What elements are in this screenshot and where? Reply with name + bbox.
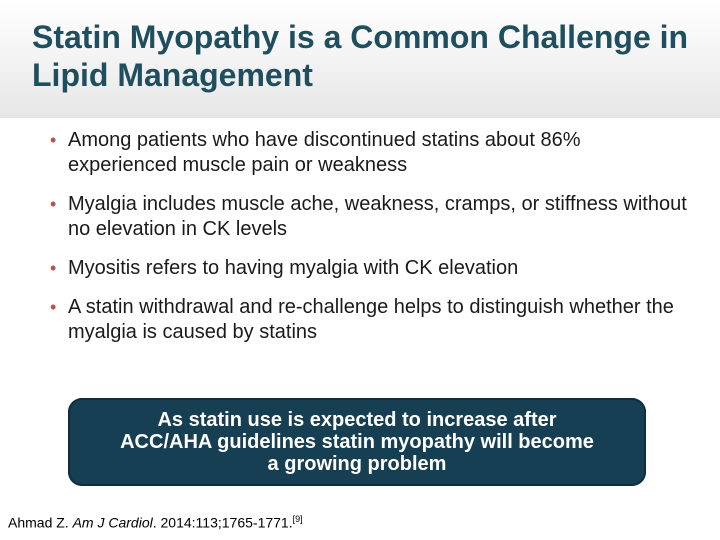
bullet-text: A statin withdrawal and re-challenge helps to distinguish whether the myalgia is caused by statins <box>68 296 674 343</box>
bullet-item <box>48 295 688 345</box>
bullet-item <box>48 192 688 242</box>
bullet-dot-icon: • <box>50 194 57 214</box>
bullet-item <box>48 128 688 178</box>
bullet-text: Myalgia includes muscle ache, weakness, cramps, or stiffness without no elevation in CK levels <box>68 193 687 240</box>
bullet-list <box>48 128 688 359</box>
bullet-dot-icon: • <box>50 130 57 150</box>
callout-text: As statin use is expected to increase after ACC/AHA guidelines statin myopathy will become a growing problem <box>120 409 594 475</box>
callout-box <box>68 398 646 486</box>
citation-author: Ahmad Z. <box>8 514 69 531</box>
bullet-text: Among patients who have discontinued statins about 86% experienced muscle pain or weakness <box>68 129 581 176</box>
citation-details: . 2014:113;1765-1771. <box>152 514 293 531</box>
bullet-item <box>48 256 688 281</box>
bullet-dot-icon: • <box>50 297 57 317</box>
slide-title: Statin Myopathy is a Common Challenge in Lipid Management <box>32 19 689 93</box>
bullet-text: Myositis refers to having myalgia with CK elevation <box>68 257 519 279</box>
citation-ref: [9] <box>292 514 303 524</box>
bullet-dot-icon: • <box>50 258 57 278</box>
citation-journal: Am J Cardiol <box>72 514 153 531</box>
citation <box>8 514 303 531</box>
